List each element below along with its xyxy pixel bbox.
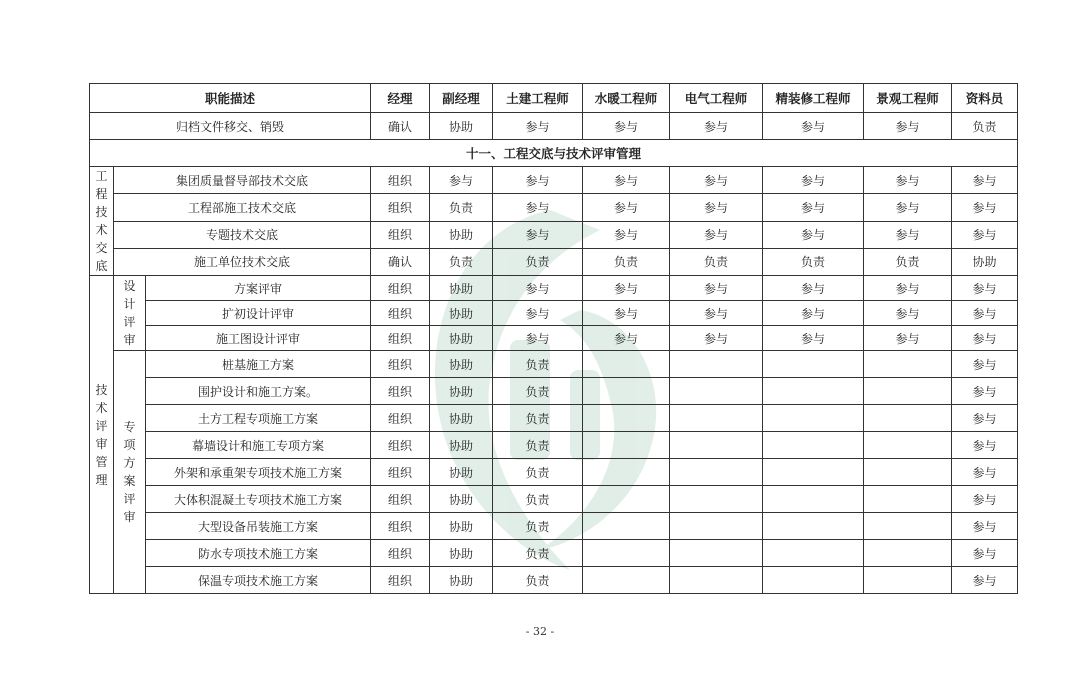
role-cell: 确认: [371, 113, 430, 140]
subgroup-label: [114, 276, 146, 351]
role-cell: 参与: [763, 301, 864, 326]
role-cell: 参与: [493, 221, 583, 248]
role-cell: [763, 432, 864, 459]
subgroup-label-text: 专项方案评审: [123, 420, 136, 524]
role-cell: 参与: [864, 301, 952, 326]
role-cell: [670, 513, 763, 540]
role-cell: 协助: [430, 540, 493, 567]
table-row: [90, 221, 1018, 248]
table-row: [90, 113, 1018, 140]
role-cell: [583, 405, 670, 432]
role-cell: 参与: [670, 221, 763, 248]
role-cell: 参与: [952, 567, 1018, 594]
role-cell: 参与: [763, 326, 864, 351]
table-row: [90, 276, 1018, 301]
role-cell: [763, 459, 864, 486]
role-cell: 参与: [952, 540, 1018, 567]
role-cell: 参与: [952, 405, 1018, 432]
role-cell: 协助: [430, 513, 493, 540]
subgroup-label-text: 设计评审: [123, 279, 136, 347]
role-cell: [763, 405, 864, 432]
row-desc: 围护设计和施工方案。: [146, 378, 371, 405]
role-cell: 负责: [493, 459, 583, 486]
role-cell: [864, 486, 952, 513]
header-role: 水暖工程师: [583, 84, 670, 113]
role-cell: 参与: [864, 113, 952, 140]
role-cell: 参与: [583, 301, 670, 326]
header-role: 电气工程师: [670, 84, 763, 113]
role-cell: 参与: [952, 378, 1018, 405]
table-row: [90, 567, 1018, 594]
role-cell: 参与: [493, 276, 583, 301]
role-cell: 协助: [430, 351, 493, 378]
role-cell: [763, 486, 864, 513]
row-desc: 扩初设计评审: [146, 301, 371, 326]
table-row: [90, 405, 1018, 432]
row-desc: 大体积混凝土专项技术施工方案: [146, 486, 371, 513]
role-cell: [763, 540, 864, 567]
role-cell: 协助: [430, 326, 493, 351]
role-cell: 参与: [952, 513, 1018, 540]
table-row: [90, 167, 1018, 194]
group-label-text: 技术评审管理: [95, 382, 108, 487]
role-cell: 参与: [670, 301, 763, 326]
role-cell: 参与: [952, 301, 1018, 326]
role-cell: 参与: [670, 194, 763, 221]
role-cell: [670, 567, 763, 594]
role-cell: 参与: [583, 326, 670, 351]
header-role: 精装修工程师: [763, 84, 864, 113]
row-desc: 施工单位技术交底: [114, 248, 371, 275]
role-cell: 参与: [864, 221, 952, 248]
group-label: [90, 167, 114, 276]
role-cell: 参与: [763, 221, 864, 248]
role-cell: [864, 513, 952, 540]
role-cell: 协助: [430, 221, 493, 248]
role-cell: 参与: [493, 301, 583, 326]
table-row: [90, 540, 1018, 567]
role-cell: 参与: [493, 167, 583, 194]
role-cell: 协助: [430, 567, 493, 594]
role-cell: 参与: [864, 326, 952, 351]
role-cell: 参与: [864, 167, 952, 194]
role-cell: 参与: [583, 194, 670, 221]
page-number: - 32 -: [525, 625, 555, 638]
role-cell: 参与: [763, 194, 864, 221]
role-cell: 确认: [371, 248, 430, 275]
role-cell: 参与: [670, 113, 763, 140]
role-cell: 组织: [371, 221, 430, 248]
role-cell: 参与: [670, 276, 763, 301]
role-cell: 组织: [371, 167, 430, 194]
role-cell: [864, 459, 952, 486]
role-cell: 组织: [371, 432, 430, 459]
header-row: [90, 84, 1018, 113]
role-cell: [583, 378, 670, 405]
role-cell: 负责: [430, 194, 493, 221]
role-cell: 协助: [430, 405, 493, 432]
role-cell: [583, 513, 670, 540]
role-cell: 负责: [493, 378, 583, 405]
row-desc: 专题技术交底: [114, 221, 371, 248]
role-cell: 参与: [430, 167, 493, 194]
role-cell: 协助: [430, 486, 493, 513]
role-cell: 参与: [952, 167, 1018, 194]
row-desc: 防水专项技术施工方案: [146, 540, 371, 567]
role-cell: [670, 486, 763, 513]
role-cell: 负责: [493, 432, 583, 459]
role-cell: 参与: [583, 276, 670, 301]
role-cell: 协助: [430, 459, 493, 486]
role-cell: 组织: [371, 194, 430, 221]
role-cell: 协助: [430, 301, 493, 326]
role-cell: 组织: [371, 326, 430, 351]
header-role: 景观工程师: [864, 84, 952, 113]
role-cell: 组织: [371, 459, 430, 486]
row-desc: 保温专项技术施工方案: [146, 567, 371, 594]
role-cell: [864, 351, 952, 378]
group-label: [90, 276, 114, 594]
role-cell: [583, 432, 670, 459]
row-desc: 归档文件移交、销毁: [90, 113, 371, 140]
role-cell: 协助: [430, 432, 493, 459]
role-cell: 负责: [670, 248, 763, 275]
role-cell: 参与: [952, 351, 1018, 378]
role-cell: 负责: [493, 567, 583, 594]
role-cell: 参与: [763, 276, 864, 301]
table-row: [90, 459, 1018, 486]
role-cell: 参与: [952, 326, 1018, 351]
header-role: 土建工程师: [493, 84, 583, 113]
table-row: [90, 378, 1018, 405]
role-cell: 参与: [864, 276, 952, 301]
role-cell: 组织: [371, 567, 430, 594]
table-row: [90, 351, 1018, 378]
role-cell: 负责: [493, 513, 583, 540]
role-cell: 参与: [583, 221, 670, 248]
role-cell: 参与: [952, 221, 1018, 248]
role-cell: 负责: [583, 248, 670, 275]
role-cell: 组织: [371, 276, 430, 301]
role-cell: [763, 567, 864, 594]
role-cell: 组织: [371, 486, 430, 513]
role-cell: 参与: [583, 167, 670, 194]
role-cell: [864, 432, 952, 459]
role-cell: 负责: [493, 486, 583, 513]
role-cell: 组织: [371, 301, 430, 326]
responsibility-table: [89, 83, 1018, 594]
table-row: [90, 194, 1018, 221]
role-cell: [670, 405, 763, 432]
role-cell: 负责: [493, 405, 583, 432]
table-row: [90, 513, 1018, 540]
role-cell: 负责: [864, 248, 952, 275]
group-label-text: 工程技术交底: [95, 169, 108, 273]
role-cell: 参与: [952, 276, 1018, 301]
table-row: [90, 248, 1018, 275]
row-desc: 工程部施工技术交底: [114, 194, 371, 221]
role-cell: 参与: [763, 167, 864, 194]
table-row: [90, 486, 1018, 513]
role-cell: [864, 378, 952, 405]
row-desc: 方案评审: [146, 276, 371, 301]
role-cell: 负责: [493, 351, 583, 378]
role-cell: [864, 540, 952, 567]
subgroup-label: [114, 351, 146, 594]
role-cell: [763, 513, 864, 540]
role-cell: 负责: [493, 248, 583, 275]
role-cell: 参与: [493, 194, 583, 221]
header-role: 经理: [371, 84, 430, 113]
section-title: 十一、工程交底与技术评审管理: [90, 140, 1018, 167]
role-cell: [763, 378, 864, 405]
role-cell: 组织: [371, 351, 430, 378]
role-cell: 协助: [952, 248, 1018, 275]
role-cell: 组织: [371, 405, 430, 432]
role-cell: [763, 351, 864, 378]
header-role: 副经理: [430, 84, 493, 113]
role-cell: 组织: [371, 540, 430, 567]
section-row: [90, 140, 1018, 167]
role-cell: [670, 378, 763, 405]
role-cell: [670, 459, 763, 486]
row-desc: 集团质量督导部技术交底: [114, 167, 371, 194]
role-cell: 参与: [952, 486, 1018, 513]
table-row: [90, 326, 1018, 351]
role-cell: 参与: [952, 194, 1018, 221]
role-cell: 参与: [670, 326, 763, 351]
role-cell: 组织: [371, 378, 430, 405]
role-cell: 负责: [430, 248, 493, 275]
role-cell: 参与: [670, 167, 763, 194]
row-desc: 桩基施工方案: [146, 351, 371, 378]
role-cell: 参与: [493, 113, 583, 140]
role-cell: 组织: [371, 513, 430, 540]
role-cell: [864, 405, 952, 432]
role-cell: [583, 567, 670, 594]
role-cell: [670, 351, 763, 378]
role-cell: 协助: [430, 113, 493, 140]
table-row: [90, 301, 1018, 326]
table-row: [90, 432, 1018, 459]
role-cell: 参与: [952, 432, 1018, 459]
role-cell: [670, 432, 763, 459]
header-role: 资料员: [952, 84, 1018, 113]
row-desc: 外架和承重架专项技术施工方案: [146, 459, 371, 486]
row-desc: 施工图设计评审: [146, 326, 371, 351]
role-cell: 参与: [583, 113, 670, 140]
row-desc: 土方工程专项施工方案: [146, 405, 371, 432]
role-cell: [583, 459, 670, 486]
header-desc: 职能描述: [90, 84, 371, 113]
role-cell: 协助: [430, 378, 493, 405]
role-cell: [583, 540, 670, 567]
role-cell: [583, 351, 670, 378]
role-cell: 负责: [493, 540, 583, 567]
role-cell: 参与: [493, 326, 583, 351]
role-cell: 参与: [763, 113, 864, 140]
role-cell: [864, 567, 952, 594]
role-cell: 参与: [952, 459, 1018, 486]
role-cell: 参与: [864, 194, 952, 221]
row-desc: 大型设备吊装施工方案: [146, 513, 371, 540]
role-cell: [670, 540, 763, 567]
row-desc: 幕墙设计和施工专项方案: [146, 432, 371, 459]
role-cell: 负责: [763, 248, 864, 275]
role-cell: 负责: [952, 113, 1018, 140]
role-cell: [583, 486, 670, 513]
role-cell: 协助: [430, 276, 493, 301]
